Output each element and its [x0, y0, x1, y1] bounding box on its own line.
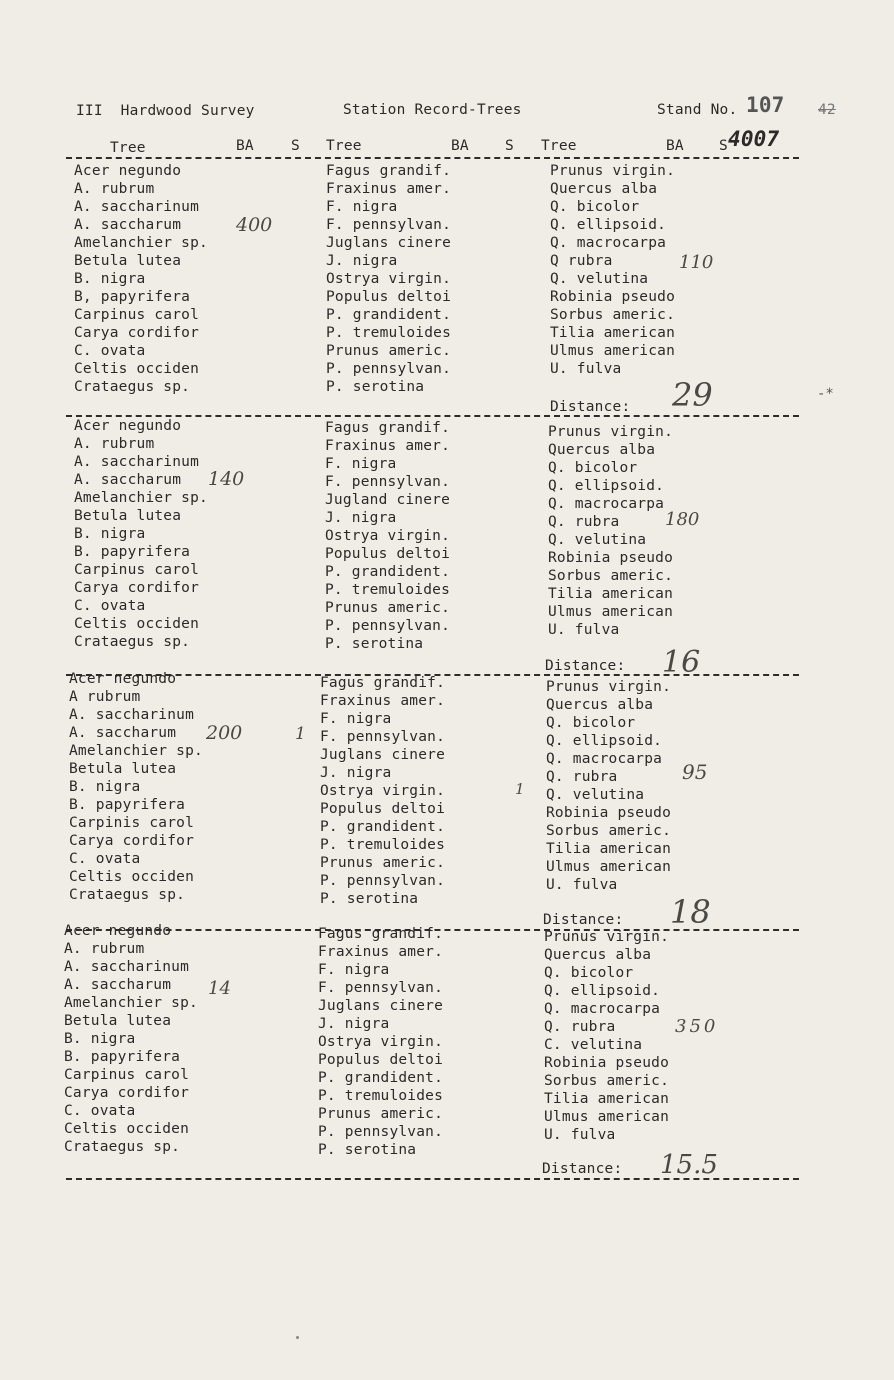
- tree-species: Juglans cinere: [318, 998, 444, 1014]
- tree-species: Q. velutina: [548, 532, 647, 548]
- tree-species: B. nigra: [74, 526, 146, 542]
- tree-species: Acer negundo: [64, 923, 172, 939]
- tree-species: Carya cordifor: [64, 1085, 190, 1101]
- tree-species: F. nigra: [320, 711, 392, 727]
- tree-species: Prunus americ.: [325, 600, 451, 616]
- section-3-col3: [546, 678, 671, 894]
- tree-species: U. fulva: [544, 1127, 616, 1143]
- tree-species: Q. macrocarpa: [546, 751, 663, 767]
- tree-species: Fagus grandif.: [326, 163, 452, 179]
- ba-entry: 350: [675, 1016, 719, 1037]
- tree-species: Fagus grandif.: [320, 675, 446, 691]
- tree-species: Q. velutina: [550, 271, 649, 287]
- tree-species: Ulmus american: [548, 604, 674, 620]
- tree-species: Q. rubra: [544, 1019, 616, 1035]
- tree-species: B. papyrifera: [69, 797, 186, 813]
- tree-species: Robinia pseudo: [550, 289, 676, 305]
- col2-ba-header: BA: [451, 138, 469, 154]
- tree-species: B. papyrifera: [64, 1049, 181, 1065]
- tree-species: J. nigra: [320, 765, 392, 781]
- section-2-col3: [548, 423, 673, 639]
- pen-mark: -*: [817, 386, 834, 402]
- tree-species: Ostrya virgin.: [320, 783, 446, 799]
- tree-species: P. serotina: [320, 891, 419, 907]
- tree-species: Q. ellipsoid.: [550, 217, 667, 233]
- stand-label: Stand No.: [657, 102, 738, 118]
- tree-species: Fraxinus amer.: [326, 181, 452, 197]
- tree-species: C. velutina: [544, 1037, 643, 1053]
- tree-species: B. papyrifera: [74, 544, 191, 560]
- tree-species: Q. rubra: [546, 769, 618, 785]
- section-1-col3: [550, 162, 675, 378]
- tree-species: U. fulva: [546, 877, 618, 893]
- distance-value: 29: [672, 376, 713, 414]
- section-3-col2: [320, 674, 445, 908]
- tree-species: Carpinus carol: [74, 307, 200, 323]
- tree-species: P. serotina: [326, 379, 425, 395]
- tree-species: U. fulva: [550, 361, 622, 377]
- header-divider: [66, 157, 799, 159]
- tree-species: Amelanchier sp.: [64, 995, 198, 1011]
- tree-species: Acer negundo: [74, 163, 182, 179]
- record-title: Station Record-Trees: [343, 102, 522, 118]
- tree-species: Juglans cinere: [326, 235, 452, 251]
- tree-species: Q rubra: [550, 253, 613, 269]
- tree-species: Carpinis carol: [69, 815, 195, 831]
- tree-species: P. grandident.: [320, 819, 446, 835]
- tree-species: C. ovata: [69, 851, 141, 867]
- tree-species: C. ovata: [64, 1103, 136, 1119]
- tree-species: Prunus virgin.: [550, 163, 676, 179]
- tree-species: Populus deltoi: [325, 546, 451, 562]
- stand-code: 4007: [728, 127, 780, 151]
- tree-species: Q. macrocarpa: [544, 1001, 661, 1017]
- col1-s-header: S: [291, 138, 300, 154]
- tree-species: Fagus grandif.: [318, 926, 444, 942]
- tree-species: A. rubrum: [74, 181, 155, 197]
- tree-species: B. nigra: [69, 779, 141, 795]
- tree-species: J. nigra: [325, 510, 397, 526]
- page-speck: [296, 1336, 299, 1339]
- tree-species: P. tremuloides: [325, 582, 451, 598]
- distance-label: Distance:: [542, 1161, 623, 1177]
- section-1-col1: [74, 162, 208, 396]
- ba-entry: 180: [665, 509, 700, 530]
- section-2-col2: [325, 419, 450, 653]
- tree-species: Ostrya virgin.: [326, 271, 452, 287]
- tree-species: Sorbus americ.: [546, 823, 672, 839]
- tree-species: Ostrya virgin.: [318, 1034, 444, 1050]
- distance-label: Distance:: [543, 912, 624, 928]
- tree-species: J. nigra: [326, 253, 398, 269]
- section-2-col1: [74, 417, 208, 651]
- ba-entry: 400: [236, 214, 273, 236]
- col3-tree-header: Tree: [541, 138, 577, 154]
- tree-species: A. saccharum: [64, 977, 172, 993]
- tree-species: B. nigra: [74, 271, 146, 287]
- tree-species: Quercus alba: [550, 181, 658, 197]
- tree-species: Crataegus sp.: [64, 1139, 181, 1155]
- tree-species: P. tremuloides: [326, 325, 452, 341]
- tree-species: Celtis occiden: [69, 869, 195, 885]
- tree-species: Q. rubra: [548, 514, 620, 530]
- tree-species: Juglans cinere: [320, 747, 446, 763]
- tree-species: Q. bicolor: [548, 460, 638, 476]
- tree-species: Quercus alba: [548, 442, 656, 458]
- tree-species: Amelanchier sp.: [74, 490, 208, 506]
- ba-entry: 200: [206, 722, 243, 744]
- tree-species: Q. macrocarpa: [550, 235, 667, 251]
- tree-species: Betula lutea: [74, 508, 182, 524]
- tree-species: P. pennsylvan.: [325, 618, 451, 634]
- section-divider: [66, 1178, 799, 1180]
- tree-species: Crataegus sp.: [74, 634, 191, 650]
- tree-species: Q. ellipsoid.: [548, 478, 665, 494]
- distance-value: 18: [670, 893, 711, 931]
- section-4-col1: [64, 922, 198, 1156]
- tree-species: P. serotina: [318, 1142, 417, 1158]
- tree-species: U. fulva: [548, 622, 620, 638]
- tree-species: F. pennsylvan.: [325, 474, 451, 490]
- tree-species: Ulmus american: [546, 859, 672, 875]
- section-3-col1: [69, 670, 203, 904]
- s-entry: 1: [295, 724, 306, 744]
- tree-species: Prunus americ.: [318, 1106, 444, 1122]
- tree-species: Tilia american: [548, 586, 674, 602]
- tree-species: Sorbus americ.: [548, 568, 674, 584]
- tree-species: F. nigra: [318, 962, 390, 978]
- tree-species: Q. bicolor: [550, 199, 640, 215]
- col2-tree-header: Tree: [326, 138, 362, 154]
- tree-species: A. saccharum: [69, 725, 177, 741]
- col3-ba-header: BA: [666, 138, 684, 154]
- tree-species: Carya cordifor: [69, 833, 195, 849]
- tree-species: P. tremuloides: [320, 837, 446, 853]
- tree-species: P. grandident.: [325, 564, 451, 580]
- tree-species: Q. ellipsoid.: [546, 733, 663, 749]
- tree-species: A. saccharinum: [69, 707, 195, 723]
- tree-species: Tilia american: [546, 841, 672, 857]
- col2-s-header: S: [505, 138, 514, 154]
- tree-species: Carya cordifor: [74, 325, 200, 341]
- tree-species: A. saccharum: [74, 472, 182, 488]
- tree-species: Robinia pseudo: [548, 550, 674, 566]
- tree-species: Quercus alba: [546, 697, 654, 713]
- stand-extra: 42: [818, 102, 836, 118]
- tree-species: Acer negundo: [69, 671, 177, 687]
- tree-species: F. pennsylvan.: [320, 729, 446, 745]
- col1-tree-header: Tree: [110, 140, 146, 156]
- tree-species: F. pennsylvan.: [318, 980, 444, 996]
- tree-species: F. nigra: [326, 199, 398, 215]
- col1-ba-header: BA: [236, 138, 254, 154]
- ba-entry: 14: [208, 978, 231, 999]
- section-4-col3: [544, 928, 669, 1144]
- tree-species: Prunus virgin.: [548, 424, 674, 440]
- tree-species: P. tremuloides: [318, 1088, 444, 1104]
- tree-species: A. saccharinum: [74, 454, 200, 470]
- distance-value: 16: [662, 645, 701, 680]
- tree-species: Populus deltoi: [318, 1052, 444, 1068]
- tree-species: Jugland cinere: [325, 492, 451, 508]
- col3-s-header: S: [719, 138, 728, 154]
- tree-species: Q. bicolor: [546, 715, 636, 731]
- section-4-col2: [318, 925, 443, 1159]
- tree-species: Acer negundo: [74, 418, 182, 434]
- tree-species: B. nigra: [64, 1031, 136, 1047]
- tree-species: P. pennsylvan.: [318, 1124, 444, 1140]
- tree-species: F. pennsylvan.: [326, 217, 452, 233]
- tree-species: P. grandident.: [326, 307, 452, 323]
- tree-species: Fagus grandif.: [325, 420, 451, 436]
- tree-species: Populus deltoi: [326, 289, 452, 305]
- tree-species: A rubrum: [69, 689, 141, 705]
- tree-species: Fraxinus amer.: [325, 438, 451, 454]
- ba-entry: 95: [682, 760, 708, 784]
- tree-species: Tilia american: [544, 1091, 670, 1107]
- tree-species: Quercus alba: [544, 947, 652, 963]
- tree-species: Q. bicolor: [544, 965, 634, 981]
- tree-species: A. saccharinum: [64, 959, 190, 975]
- tree-species: Fraxinus amer.: [320, 693, 446, 709]
- tree-species: C. ovata: [74, 598, 146, 614]
- stand-number: 107: [746, 93, 785, 117]
- tree-species: A. rubrum: [64, 941, 145, 957]
- distance-label: Distance:: [550, 399, 631, 415]
- tree-species: A. saccharinum: [74, 199, 200, 215]
- distance-label: Distance:: [545, 658, 626, 674]
- tree-species: Betula lutea: [74, 253, 182, 269]
- tree-species: Sorbus americ.: [550, 307, 676, 323]
- tree-species: Ulmus american: [550, 343, 676, 359]
- tree-species: J. nigra: [318, 1016, 390, 1032]
- section-1-col2: [326, 162, 451, 396]
- tree-species: P. serotina: [325, 636, 424, 652]
- tree-species: Carpinus carol: [64, 1067, 190, 1083]
- tree-species: Crataegus sp.: [69, 887, 186, 903]
- tree-species: P. pennsylvan.: [326, 361, 452, 377]
- survey-title: III Hardwood Survey: [76, 103, 255, 119]
- tree-species: Betula lutea: [64, 1013, 172, 1029]
- ba-entry: 110: [679, 252, 714, 273]
- tree-species: Carpinus carol: [74, 562, 200, 578]
- tree-species: Q. ellipsoid.: [544, 983, 661, 999]
- tree-species: Celtis occiden: [74, 616, 200, 632]
- distance-value: 15.5: [660, 1150, 718, 1180]
- tree-species: Celtis occiden: [74, 361, 200, 377]
- tree-species: Carya cordifor: [74, 580, 200, 596]
- tree-species: C. ovata: [74, 343, 146, 359]
- tree-species: Robinia pseudo: [546, 805, 672, 821]
- tree-species: Prunus virgin.: [546, 679, 672, 695]
- tree-species: A. saccharum: [74, 217, 182, 233]
- tree-species: Sorbus americ.: [544, 1073, 670, 1089]
- tree-species: Q. velutina: [546, 787, 645, 803]
- tree-species: F. nigra: [325, 456, 397, 472]
- tree-species: B, papyrifera: [74, 289, 191, 305]
- tree-species: P. grandident.: [318, 1070, 444, 1086]
- tree-species: Prunus virgin.: [544, 929, 670, 945]
- tree-species: Ostrya virgin.: [325, 528, 451, 544]
- tree-species: Prunus americ.: [326, 343, 452, 359]
- tree-species: Q. macrocarpa: [548, 496, 665, 512]
- tree-species: Celtis occiden: [64, 1121, 190, 1137]
- tree-species: Robinia pseudo: [544, 1055, 670, 1071]
- s-entry: 1: [515, 780, 525, 798]
- tree-species: Fraxinus amer.: [318, 944, 444, 960]
- tree-species: A. rubrum: [74, 436, 155, 452]
- tree-species: Crataegus sp.: [74, 379, 191, 395]
- tree-species: Populus deltoi: [320, 801, 446, 817]
- tree-species: Tilia american: [550, 325, 676, 341]
- ba-entry: 140: [208, 468, 245, 490]
- tree-species: Amelanchier sp.: [69, 743, 203, 759]
- tree-species: Amelanchier sp.: [74, 235, 208, 251]
- tree-species: Ulmus american: [544, 1109, 670, 1125]
- tree-species: P. pennsylvan.: [320, 873, 446, 889]
- tree-species: Betula lutea: [69, 761, 177, 777]
- tree-species: Prunus americ.: [320, 855, 446, 871]
